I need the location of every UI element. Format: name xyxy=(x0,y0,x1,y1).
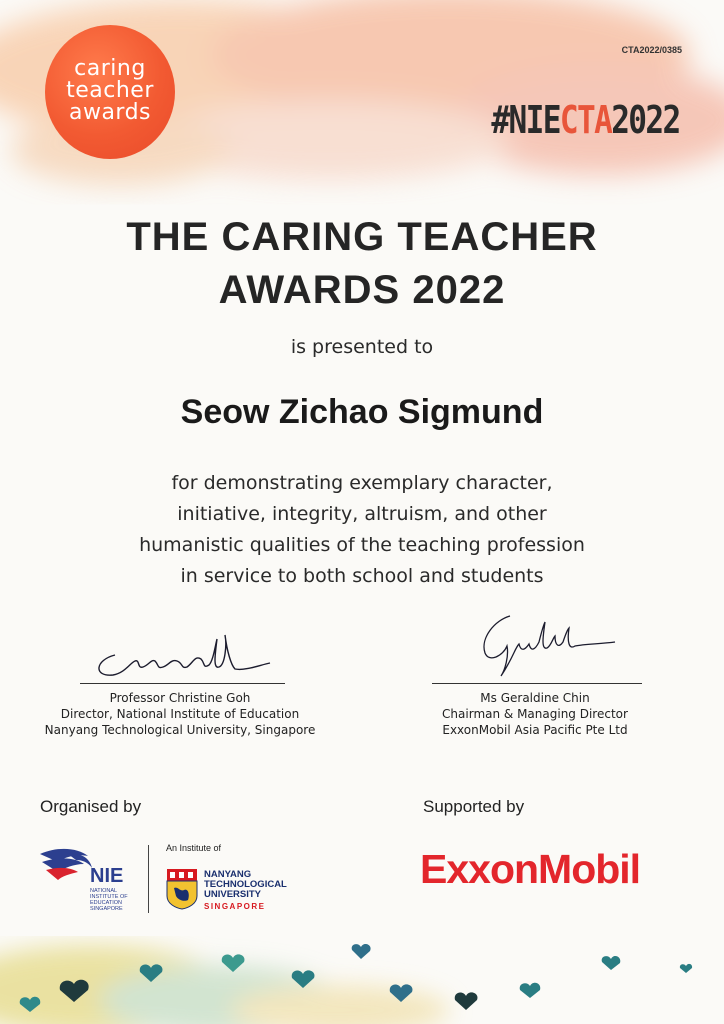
ntu-text: TECHNOLOGICAL xyxy=(204,879,287,890)
signatory-name: Ms Geraldine Chin xyxy=(480,691,590,705)
heart-icon xyxy=(352,944,371,959)
signatory-org: Nanyang Technological University, Singapore xyxy=(44,723,316,737)
signature-line-left xyxy=(80,683,285,684)
ntu-text: NANYANG xyxy=(204,869,252,880)
signatory-org: ExxonMobil Asia Pacific Pte Ltd xyxy=(442,723,628,737)
logo-text-line: teacher xyxy=(66,78,154,103)
heart-icon xyxy=(455,992,478,1010)
signatory-title: Director, National Institute of Education xyxy=(60,707,300,721)
exxonmobil-logo: ExxonMobil xyxy=(420,846,641,892)
heart-icon xyxy=(602,956,621,970)
citation-line: humanistic qualities of the teaching profession xyxy=(139,534,585,556)
ntu-text: UNIVERSITY xyxy=(204,889,262,900)
nie-caption: NATIONAL xyxy=(90,888,118,894)
heart-icon xyxy=(222,954,245,972)
nie-mark: NIE xyxy=(90,865,124,887)
institute-of-label: An Institute of xyxy=(166,843,222,853)
award-title-line-1: THE CARING TEACHER xyxy=(126,215,598,259)
signature-left xyxy=(85,625,275,683)
signatory-name: Professor Christine Goh xyxy=(109,691,251,705)
recipient-name: Seow Zichao Sigmund xyxy=(180,393,544,431)
hashtag-prefix: #NIE xyxy=(491,98,561,142)
heart-icon xyxy=(520,983,541,998)
hashtag xyxy=(492,98,680,142)
ntu-text: SINGAPORE xyxy=(204,902,266,911)
logo-text-line: awards xyxy=(68,100,152,125)
logo-divider xyxy=(148,845,149,913)
award-title-line-2: AWARDS 2022 xyxy=(218,268,506,312)
hashtag-accent: CTA xyxy=(560,98,612,142)
signature-line-right xyxy=(432,683,642,684)
heart-icon xyxy=(60,980,89,1002)
caring-teacher-awards-logo xyxy=(45,25,175,159)
signatory-title: Chairman & Managing Director xyxy=(442,707,628,721)
nie-caption: INSTITUTE OF xyxy=(90,894,128,900)
hashtag-suffix: 2022 xyxy=(611,98,680,142)
nie-caption: SINGAPORE xyxy=(90,906,123,912)
citation-line: for demonstrating exemplary character, xyxy=(171,472,553,494)
heart-icon xyxy=(390,984,413,1002)
organised-by-label: Organised by xyxy=(40,797,142,816)
nie-logo xyxy=(38,842,138,914)
heart-icon xyxy=(680,964,692,973)
heart-icon xyxy=(20,997,41,1012)
certificate-number: CTA2022/0385 xyxy=(621,45,682,55)
logo-text-line: caring xyxy=(74,56,146,81)
nie-caption: EDUCATION xyxy=(90,900,122,906)
presented-to-text: is presented to xyxy=(290,336,434,358)
citation-line: in service to both school and students xyxy=(180,565,544,587)
heart-icon xyxy=(292,970,315,988)
supported-by-label: Supported by xyxy=(423,797,525,816)
signature-right xyxy=(455,608,620,678)
ntu-crest-icon xyxy=(166,868,198,910)
citation-line: initiative, integrity, altruism, and other xyxy=(177,503,547,525)
decorative-hearts xyxy=(0,940,724,1024)
heart-icon xyxy=(140,964,163,982)
